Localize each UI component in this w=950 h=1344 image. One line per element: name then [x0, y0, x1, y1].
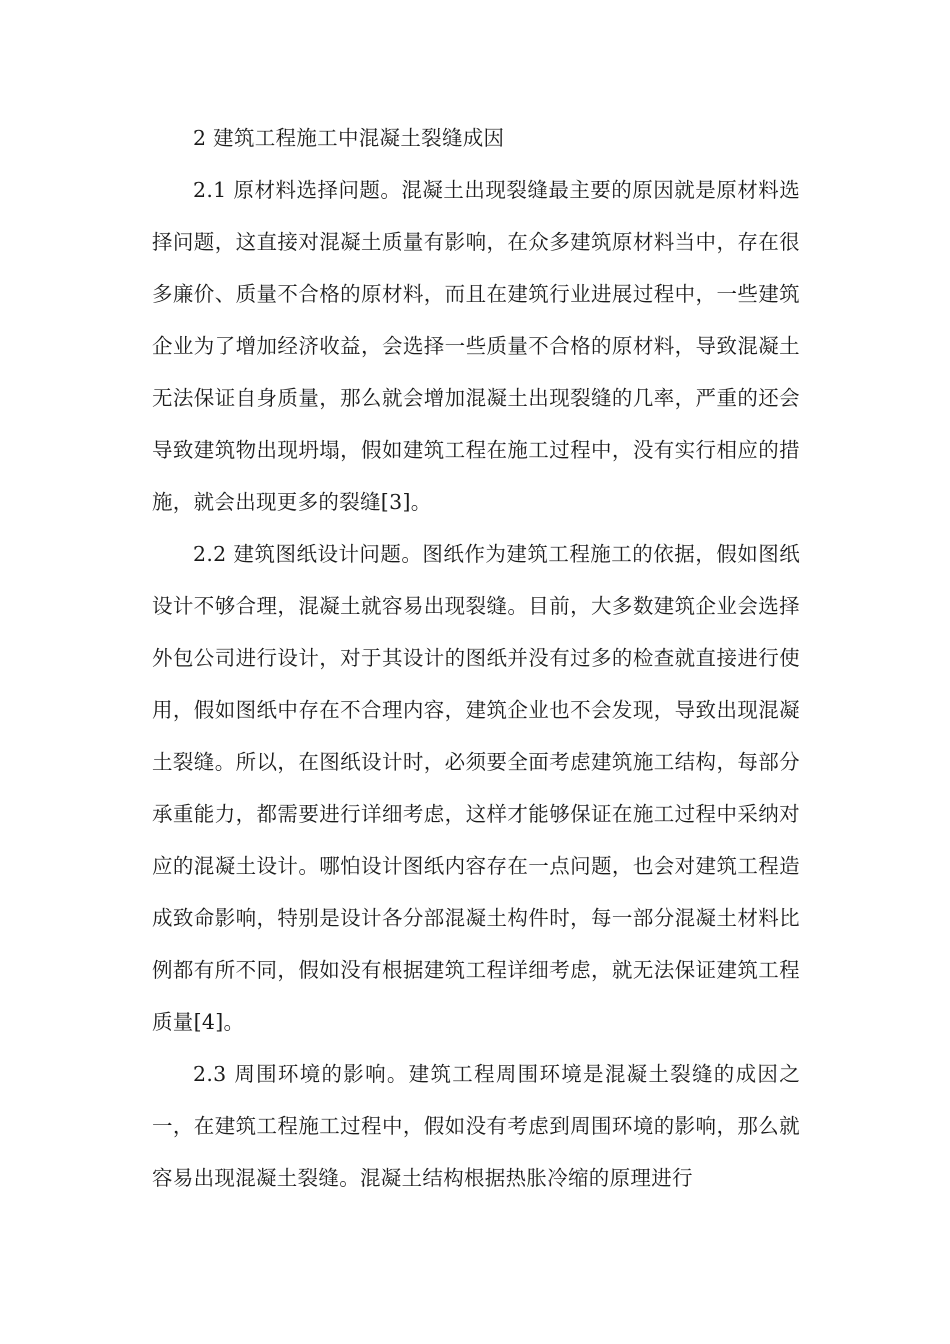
document-body — [152, 112, 800, 1204]
paragraph-raw-materials: 2.1 原材料选择问题。混凝土出现裂缝最主要的原因就是原材料选择问题，这直接对混凝土质量有影响，在众多建筑原材料当中，存在很多廉价、质量不合格的原材料，而且在建筑行业进展过程中，一些建筑企业为了增加经济收益，会选择一些质量不合格的原材料，导致混凝土无法保证自身质量，那么就会增加混凝土出现裂缝的几率，严重的还会导致建筑物出现坍塌，假如建筑工程在施工过程中，没有实行相应的措施，就会出现更多的裂缝[3]。 — [152, 178, 800, 514]
paragraph-environment: 2.3 周围环境的影响。建筑工程周围环境是混凝土裂缝的成因之一，在建筑工程施工过程中，假如没有考虑到周围环境的影响，那么就容易出现混凝土裂缝。混凝土结构根据热胀冷缩的原理进行 — [152, 1062, 800, 1190]
paragraph-drawing-design: 2.2 建筑图纸设计问题。图纸作为建筑工程施工的依据，假如图纸设计不够合理，混凝土就容易出现裂缝。目前，大多数建筑企业会选择外包公司进行设计，对于其设计的图纸并没有过多的检查就直接进行使用，假如图纸中存在不合理内容，建筑企业也不会发现，导致出现混凝土裂缝。所以，在图纸设计时，必须要全面考虑建筑施工结构，每部分承重能力，都需要进行详细考虑，这样才能够保证在施工过程中采纳对应的混凝土设计。哪怕设计图纸内容存在一点问题，也会对建筑工程造成致命影响，特别是设计各分部混凝土构件时，每一部分混凝土材料比例都有所不同，假如没有根据建筑工程详细考虑，就无法保证建筑工程质量[4]。 — [152, 542, 800, 1034]
section-heading: 2 建筑工程施工中混凝土裂缝成因 — [193, 126, 505, 150]
